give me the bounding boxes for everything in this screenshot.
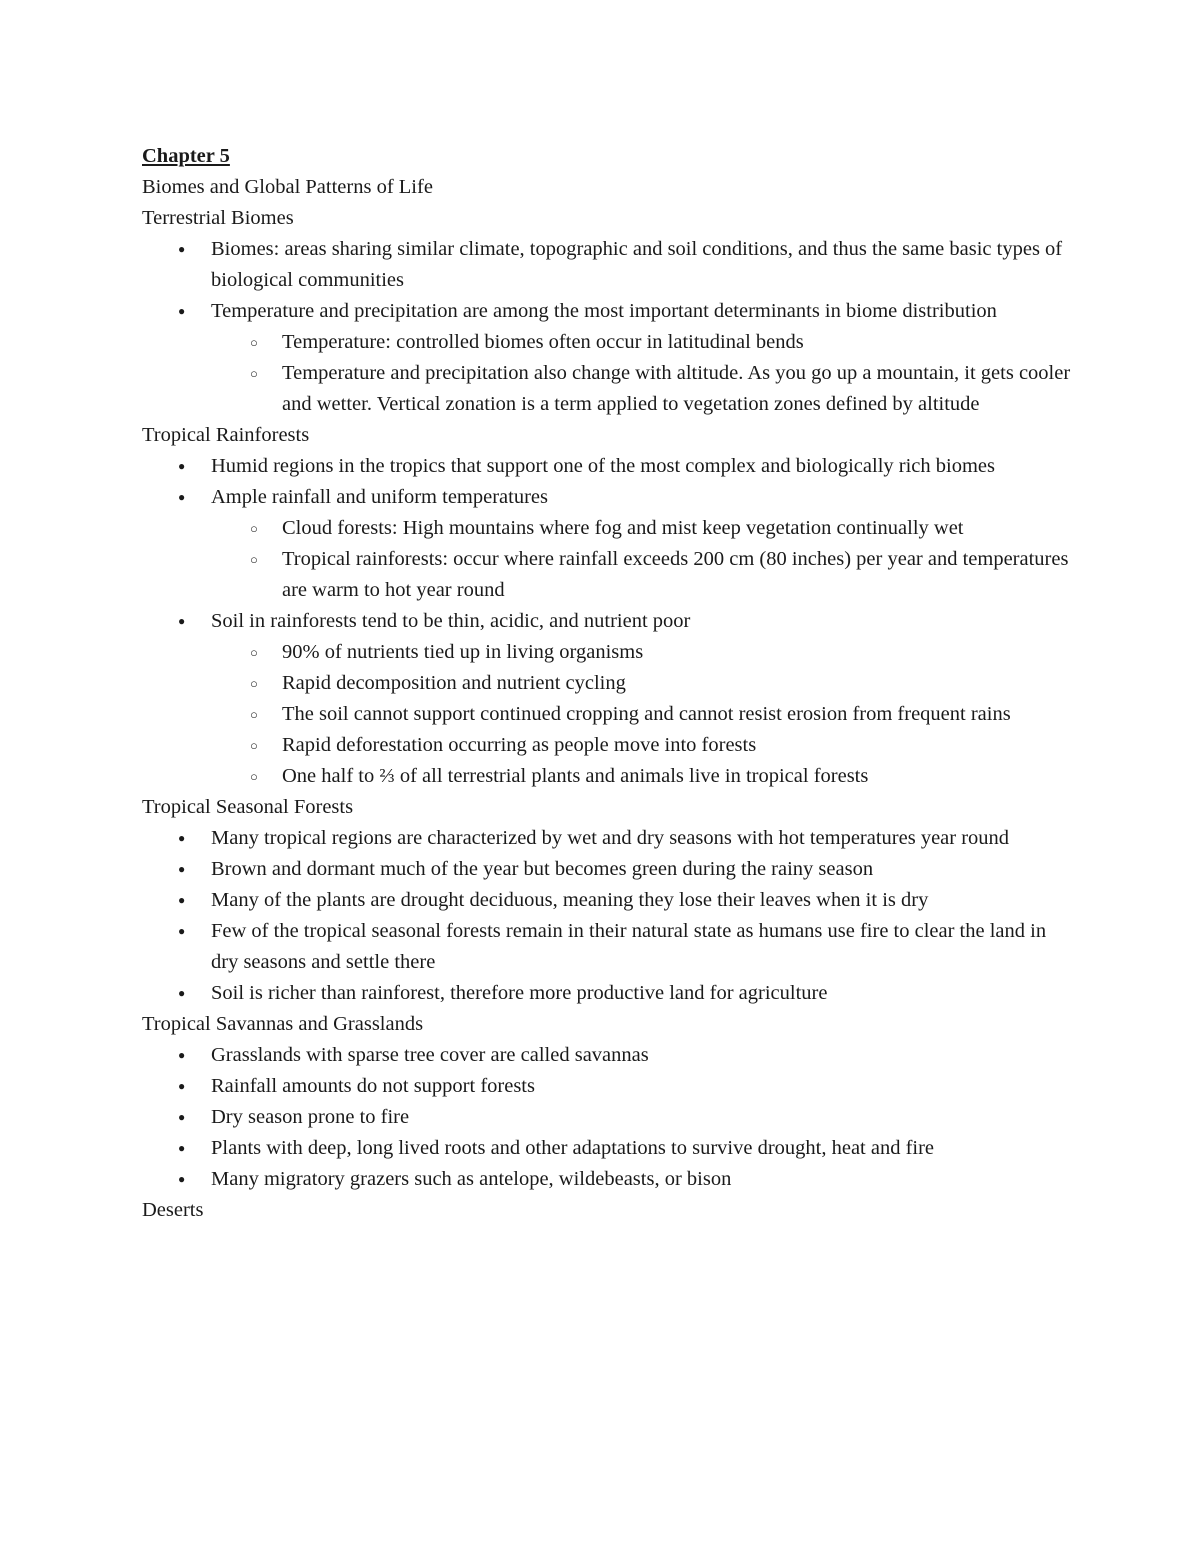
list-item: ● Many tropical regions are characterized by wet and dry seasons with hot temperatures year round <box>142 823 1072 854</box>
list-item: ● Ample rainfall and uniform temperatures <box>142 482 1072 513</box>
document-page <box>142 141 1072 1226</box>
sub-list-item: ○ Tropical rainforests: occur where rainfall exceeds 200 cm (80 inches) per year and temperatures are warm to hot year round <box>142 544 1072 606</box>
list-item: ● Biomes: areas sharing similar climate, topographic and soil conditions, and thus the same basic types of biological communities <box>142 234 1072 296</box>
list-item: ● Many of the plants are drought deciduous, meaning they lose their leaves when it is dry <box>142 885 1072 916</box>
sub-list-item: ○ 90% of nutrients tied up in living organisms <box>142 637 1072 668</box>
sub-list-item: ○ Temperature and precipitation also change with altitude. As you go up a mountain, it gets cooler and wetter. Vertical zonation is a term applied to vegetation zones defined by altitude <box>142 358 1072 420</box>
sub-list-item: ○ Temperature: controlled biomes often occur in latitudinal bends <box>142 327 1072 358</box>
bullet-list <box>142 234 1072 420</box>
list-item: ● Grasslands with sparse tree cover are called savannas <box>142 1040 1072 1071</box>
section-heading: Tropical Seasonal Forests <box>142 796 354 818</box>
document-subtitle: Biomes and Global Patterns of Life <box>142 176 433 198</box>
sub-list-item: ○ Rapid decomposition and nutrient cycling <box>142 668 1072 699</box>
section <box>142 420 1072 792</box>
list-item: ● Dry season prone to fire <box>142 1102 1072 1133</box>
list-item: ● Humid regions in the tropics that support one of the most complex and biologically rich biomes <box>142 451 1072 482</box>
bullet-list <box>142 1040 1072 1195</box>
list-item: ● Temperature and precipitation are among the most important determinants in biome distribution <box>142 296 1072 327</box>
list-item: ● Plants with deep, long lived roots and other adaptations to survive drought, heat and fire <box>142 1133 1072 1164</box>
sub-list-item: ○ One half to ⅔ of all terrestrial plants and animals live in tropical forests <box>142 761 1072 792</box>
section <box>142 203 1072 420</box>
section-heading: Terrestrial Biomes <box>142 207 294 229</box>
section-heading: Tropical Rainforests <box>142 424 310 446</box>
sections-container <box>142 203 1072 1226</box>
list-item: ● Brown and dormant much of the year but becomes green during the rainy season <box>142 854 1072 885</box>
sub-list-item: ○ Rapid deforestation occurring as people move into forests <box>142 730 1072 761</box>
chapter-heading: Chapter 5 <box>142 145 230 167</box>
bullet-list <box>142 823 1072 1009</box>
sub-list-item: ○ Cloud forests: High mountains where fog and mist keep vegetation continually wet <box>142 513 1072 544</box>
list-item: ● Many migratory grazers such as antelope, wildebeasts, or bison <box>142 1164 1072 1195</box>
list-item: ● Rainfall amounts do not support forests <box>142 1071 1072 1102</box>
section <box>142 1009 1072 1195</box>
list-item: ● Soil is richer than rainforest, therefore more productive land for agriculture <box>142 978 1072 1009</box>
section-heading: Deserts <box>142 1199 204 1221</box>
section <box>142 792 1072 1009</box>
bullet-list <box>142 451 1072 792</box>
list-item: ● Few of the tropical seasonal forests remain in their natural state as humans use fire to clear the land in dry seasons and settle there <box>142 916 1072 978</box>
sub-list-item: ○ The soil cannot support continued cropping and cannot resist erosion from frequent rains <box>142 699 1072 730</box>
section-heading: Tropical Savannas and Grasslands <box>142 1013 424 1035</box>
section <box>142 1195 1072 1226</box>
list-item: ● Soil in rainforests tend to be thin, acidic, and nutrient poor <box>142 606 1072 637</box>
